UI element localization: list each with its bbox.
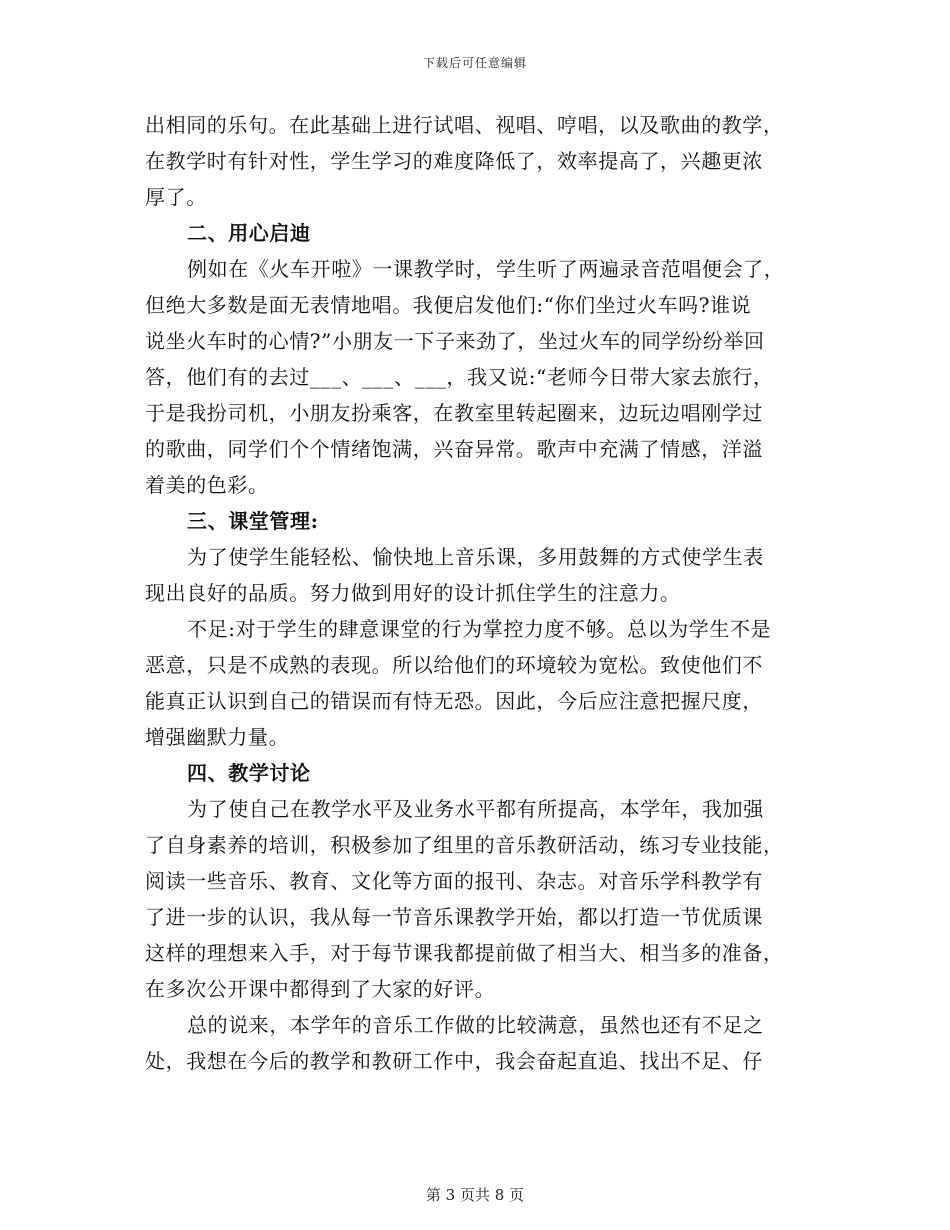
paragraph-first-line: 例如在《火车开啦》一课教学时，学生听了两遍录音范唱便会了， — [187, 257, 785, 281]
section-heading: 三、课堂管理: — [187, 509, 319, 533]
body-line: 出相同的乐句。在此基础上进行试唱、视唱、哼唱，以及歌曲的教学， — [145, 113, 784, 137]
body-line: 了进一步的认识，我从每一节音乐课教学开始，都以打造一节优质课 — [145, 905, 763, 929]
body-line: 能真正认识到自己的错误而有恃无恐。因此，今后应注意把握尺度， — [145, 689, 763, 713]
paragraph-first-line: 总的说来，本学年的音乐工作做的比较满意，虽然也还有不足之 — [187, 1013, 764, 1037]
body-line: 答，他们有的去过___、___、___，我又说:“老师今日带大家去旅行， — [145, 365, 774, 389]
body-line: 于是我扮司机，小朋友扮乘客，在教室里转起圈来，边玩边唱刚学过 — [145, 401, 763, 425]
body-line: 的歌曲，同学们个个情绪饱满，兴奋异常。歌声中充满了情感，洋溢 — [145, 437, 763, 461]
body-line: 厚了。 — [145, 185, 207, 209]
page-header: 下载后可任意编辑 — [422, 56, 527, 70]
document-body — [145, 107, 805, 1079]
body-line: 增强幽默力量。 — [145, 725, 290, 749]
paragraph-first-line: 为了使自己在教学水平及业务水平都有所提高，本学年，我加强 — [187, 797, 764, 821]
section-heading: 四、教学讨论 — [187, 761, 311, 785]
body-line: 在教学时有针对性，学生学习的难度降低了，效率提高了，兴趣更浓 — [145, 149, 763, 173]
body-line: 恶意，只是不成熟的表现。所以给他们的环境较为宽松。致使他们不 — [145, 653, 763, 677]
body-line: 着美的色彩。 — [145, 473, 269, 497]
body-line: 了自身素养的培训，积极参加了组里的音乐教研活动，练习专业技能， — [145, 833, 784, 857]
page-footer: 第 3 页共 8 页 — [425, 1186, 525, 1204]
body-line: 处，我想在今后的教学和教研工作中，我会奋起直追、找出不足、仔 — [145, 1049, 763, 1073]
paragraph-first-line: 为了使学生能轻松、愉快地上音乐课，多用鼓舞的方式使学生表 — [187, 545, 764, 569]
section-heading: 二、用心启迪 — [187, 221, 311, 245]
body-line: 在多次公开课中都得到了大家的好评。 — [145, 977, 496, 1001]
paragraph-first-line: 不足:对于学生的肆意课堂的行为掌控力度不够。总以为学生不是 — [187, 617, 772, 641]
body-line: 这样的理想来入手，对于每节课我都提前做了相当大、相当多的准备， — [145, 941, 784, 965]
body-line: 但绝大多数是面无表情地唱。我便启发他们:“你们坐过火车吗?谁说 — [145, 293, 752, 317]
body-line: 说坐火车时的心情?”小朋友一下子来劲了，坐过火车的同学纷纷举回 — [145, 329, 765, 353]
body-line: 阅读一些音乐、教育、文化等方面的报刊、杂志。对音乐学科教学有 — [145, 869, 763, 893]
body-line: 现出良好的品质。努力做到用好的设计抓住学生的注意力。 — [145, 581, 681, 605]
